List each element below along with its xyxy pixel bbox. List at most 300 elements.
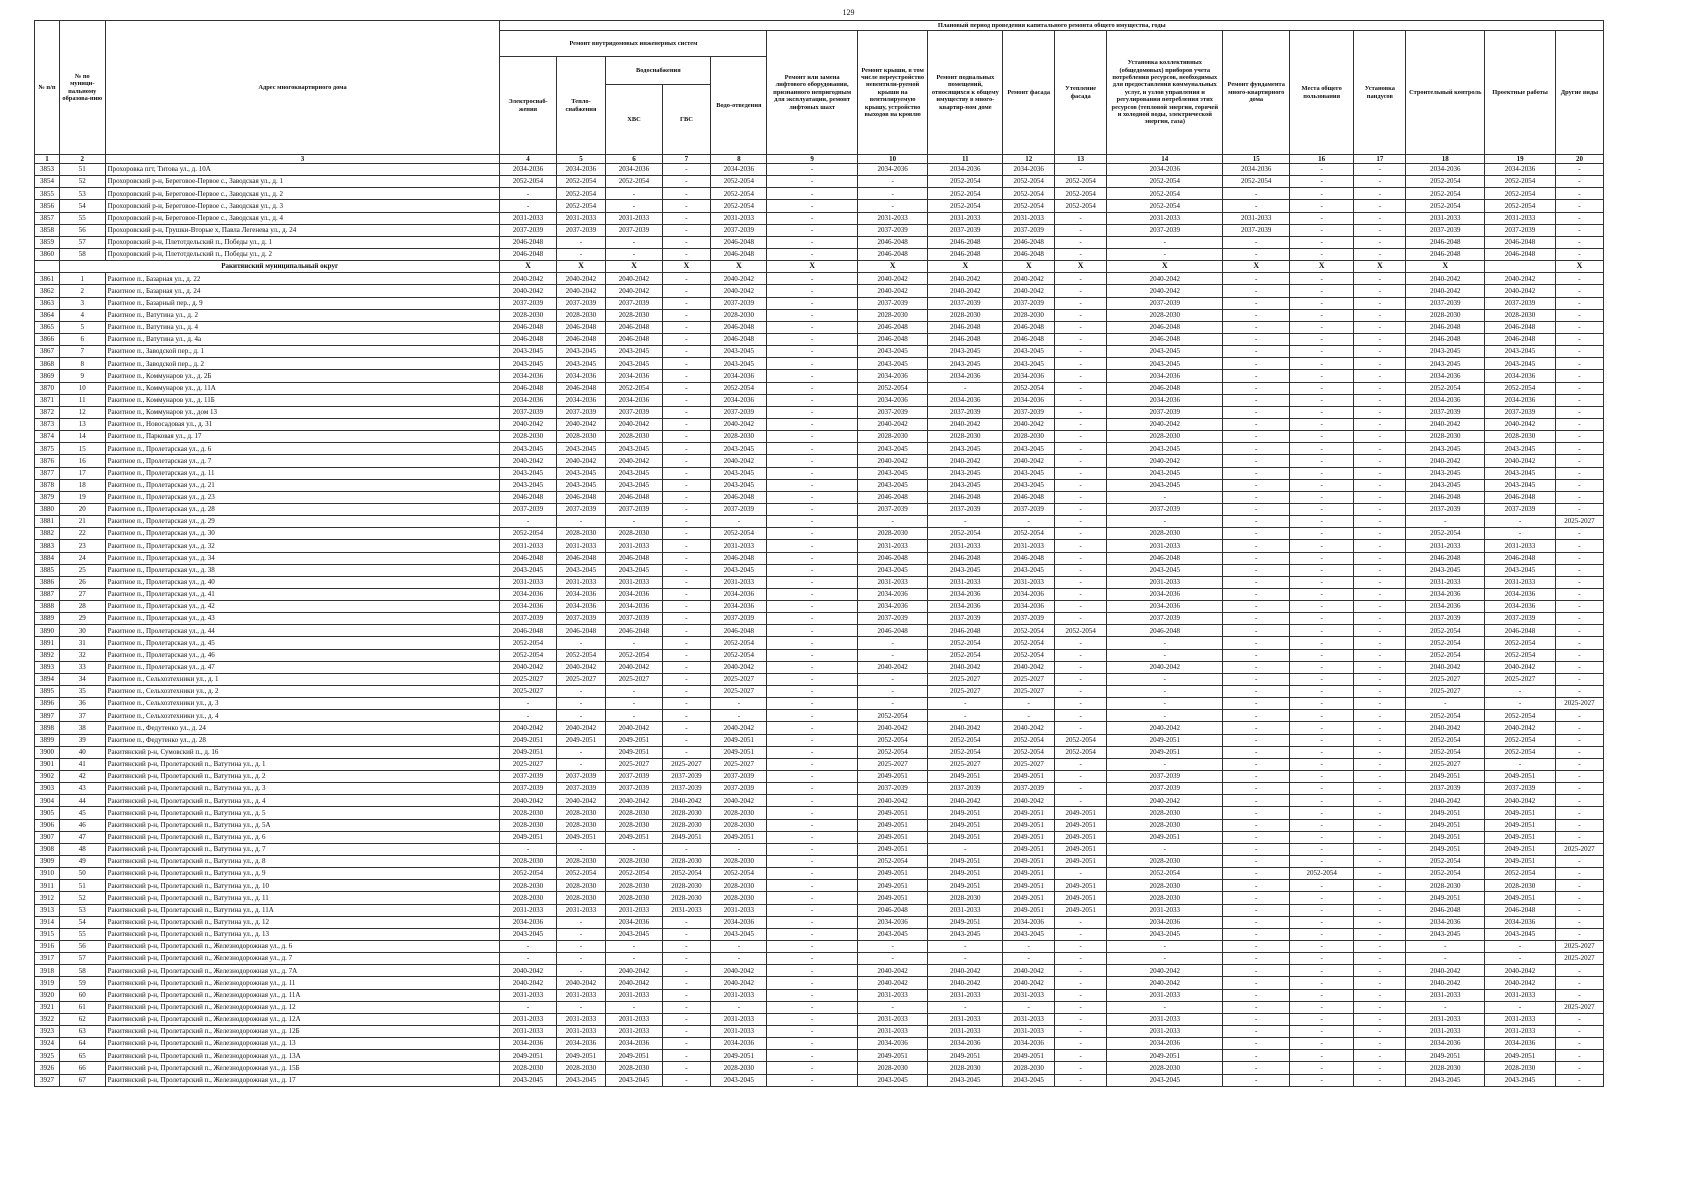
period-cell: 2052-2054 bbox=[711, 637, 767, 649]
period-cell: 2028-2030 bbox=[1485, 1062, 1556, 1074]
period-cell: 2043-2045 bbox=[1003, 564, 1055, 576]
period-cell: - bbox=[1289, 285, 1353, 297]
row-mun-number: 41 bbox=[59, 758, 105, 770]
period-cell: - bbox=[1555, 916, 1603, 928]
period-cell: - bbox=[1107, 941, 1223, 953]
row-address: Ракитное п., Пролетарская ул., д. 32 bbox=[105, 540, 500, 552]
period-cell: - bbox=[556, 1001, 606, 1013]
period-cell: - bbox=[1289, 248, 1353, 260]
period-cell: - bbox=[662, 358, 711, 370]
period-cell: 2052-2054 bbox=[606, 649, 662, 661]
period-cell: - bbox=[1223, 892, 1289, 904]
period-cell: - bbox=[1555, 346, 1603, 358]
period-cell: 2037-2039 bbox=[1485, 503, 1556, 515]
period-cell: - bbox=[662, 164, 711, 176]
header-common-places: Места общего пользования bbox=[1289, 31, 1353, 155]
period-cell: 2031-2033 bbox=[1107, 989, 1223, 1001]
period-cell: - bbox=[1055, 552, 1107, 564]
period-cell: - bbox=[767, 1013, 857, 1025]
row-number: 3922 bbox=[35, 1013, 60, 1025]
row-mun-number: 11 bbox=[59, 394, 105, 406]
period-cell: - bbox=[767, 309, 857, 321]
period-cell: 2028-2030 bbox=[556, 1062, 606, 1074]
table-body bbox=[35, 164, 1604, 1087]
row-number: 3913 bbox=[35, 904, 60, 916]
header-address: Адрес многоквартирного дома bbox=[105, 21, 500, 155]
period-cell: 2043-2045 bbox=[928, 928, 1003, 940]
table-row bbox=[35, 394, 1604, 406]
period-cell: - bbox=[1354, 1062, 1406, 1074]
period-cell: 2046-2048 bbox=[928, 321, 1003, 333]
period-cell: - bbox=[1354, 540, 1406, 552]
table-row bbox=[35, 200, 1604, 212]
period-cell: - bbox=[767, 212, 857, 224]
period-cell: 2049-2051 bbox=[1003, 892, 1055, 904]
period-cell: - bbox=[662, 346, 711, 358]
table-row bbox=[35, 953, 1604, 965]
column-number: 20 bbox=[1555, 155, 1603, 164]
period-cell: 2034-2036 bbox=[606, 588, 662, 600]
period-cell: 2046-2048 bbox=[711, 333, 767, 345]
period-cell: - bbox=[767, 977, 857, 989]
period-cell: - bbox=[767, 916, 857, 928]
period-cell: - bbox=[662, 649, 711, 661]
period-cell: 2028-2030 bbox=[606, 1062, 662, 1074]
period-cell: - bbox=[1555, 406, 1603, 418]
period-cell: - bbox=[1289, 418, 1353, 430]
period-cell: - bbox=[1406, 1001, 1485, 1013]
period-cell: 2043-2045 bbox=[1406, 346, 1485, 358]
period-cell: - bbox=[1223, 431, 1289, 443]
period-cell: - bbox=[662, 661, 711, 673]
period-cell: - bbox=[1223, 564, 1289, 576]
period-cell: - bbox=[1555, 1025, 1603, 1037]
period-cell: - bbox=[1289, 953, 1353, 965]
period-cell: 2034-2036 bbox=[711, 916, 767, 928]
period-cell: - bbox=[857, 176, 928, 188]
period-cell: 2031-2033 bbox=[1406, 989, 1485, 1001]
period-cell: 2031-2033 bbox=[1406, 540, 1485, 552]
row-address: Прохоровский р-н, Береговое-Первое с., Заводская ул., д. 2 bbox=[105, 188, 500, 200]
period-cell: 2028-2030 bbox=[1107, 309, 1223, 321]
period-cell: - bbox=[1223, 528, 1289, 540]
row-address: Ракитянский р-н, Пролетарский п., Ватутина ул., д. 7 bbox=[105, 843, 500, 855]
period-cell: 2037-2039 bbox=[928, 503, 1003, 515]
period-cell: - bbox=[767, 661, 857, 673]
period-cell: - bbox=[662, 176, 711, 188]
period-cell: 2040-2042 bbox=[606, 661, 662, 673]
period-cell: 2025-2027 bbox=[711, 673, 767, 685]
period-cell: - bbox=[606, 200, 662, 212]
period-cell: - bbox=[1354, 370, 1406, 382]
period-cell: - bbox=[1555, 528, 1603, 540]
period-cell: - bbox=[767, 710, 857, 722]
period-cell: - bbox=[1555, 467, 1603, 479]
period-cell: 2034-2036 bbox=[1406, 588, 1485, 600]
period-cell: 2028-2030 bbox=[662, 880, 711, 892]
period-cell: 2052-2054 bbox=[1003, 746, 1055, 758]
period-cell: - bbox=[556, 928, 606, 940]
period-cell: - bbox=[1055, 977, 1107, 989]
period-cell: 2025-2027 bbox=[711, 758, 767, 770]
row-mun-number: 32 bbox=[59, 649, 105, 661]
period-cell: - bbox=[1555, 686, 1603, 698]
period-cell: - bbox=[767, 856, 857, 868]
row-mun-number: 50 bbox=[59, 868, 105, 880]
period-cell: - bbox=[767, 734, 857, 746]
period-cell: 2040-2042 bbox=[1003, 418, 1055, 430]
period-cell: - bbox=[1289, 297, 1353, 309]
period-cell: 2043-2045 bbox=[928, 1074, 1003, 1086]
period-cell: - bbox=[767, 771, 857, 783]
row-number: 3900 bbox=[35, 746, 60, 758]
period-cell: - bbox=[711, 710, 767, 722]
period-cell: - bbox=[1555, 673, 1603, 685]
period-cell: - bbox=[1354, 673, 1406, 685]
period-cell: 2049-2051 bbox=[1055, 892, 1107, 904]
period-cell: 2034-2036 bbox=[1406, 370, 1485, 382]
period-cell: X bbox=[500, 261, 556, 273]
row-mun-number: 25 bbox=[59, 564, 105, 576]
period-cell: 2031-2033 bbox=[1406, 1025, 1485, 1037]
period-cell: 2040-2042 bbox=[711, 795, 767, 807]
row-address: Ракитное п., Пролетарская ул., д. 47 bbox=[105, 661, 500, 673]
period-cell: - bbox=[767, 540, 857, 552]
period-cell: - bbox=[1223, 406, 1289, 418]
table-row bbox=[35, 176, 1604, 188]
row-mun-number: 57 bbox=[59, 953, 105, 965]
period-cell: - bbox=[606, 941, 662, 953]
period-cell: 2040-2042 bbox=[1107, 977, 1223, 989]
period-cell: 2046-2048 bbox=[500, 236, 556, 248]
period-cell: - bbox=[606, 843, 662, 855]
period-cell: 2028-2030 bbox=[662, 807, 711, 819]
period-cell: 2049-2051 bbox=[1003, 843, 1055, 855]
period-cell: 2040-2042 bbox=[711, 965, 767, 977]
period-cell: - bbox=[1354, 309, 1406, 321]
row-number: 3908 bbox=[35, 843, 60, 855]
period-cell: 2040-2042 bbox=[1107, 285, 1223, 297]
period-cell: - bbox=[1289, 1050, 1353, 1062]
period-cell: - bbox=[1055, 443, 1107, 455]
period-cell: - bbox=[767, 297, 857, 309]
period-cell: - bbox=[1485, 1001, 1556, 1013]
period-cell: 2049-2051 bbox=[606, 1050, 662, 1062]
period-cell: - bbox=[1289, 989, 1353, 1001]
row-mun-number: 54 bbox=[59, 200, 105, 212]
period-cell: 2052-2054 bbox=[500, 176, 556, 188]
period-cell: - bbox=[1354, 928, 1406, 940]
period-cell: - bbox=[1354, 176, 1406, 188]
period-cell: 2049-2051 bbox=[1406, 831, 1485, 843]
period-cell: 2043-2045 bbox=[857, 564, 928, 576]
period-cell: 2043-2045 bbox=[1003, 358, 1055, 370]
period-cell: 2025-2027 bbox=[500, 673, 556, 685]
period-cell: - bbox=[1055, 297, 1107, 309]
header-meters: Установка коллективных (общедомовых) приборов учета потребления ресурсов, необходимых для предоставления коммунальных услуг, и узлов управления и регулирования потребления этих ресурсов (тепловой энергии, горячей и холодной воды, электрической энергии, газа) bbox=[1107, 31, 1223, 155]
period-cell: - bbox=[1055, 649, 1107, 661]
period-cell: 2049-2051 bbox=[1003, 831, 1055, 843]
period-cell: - bbox=[1055, 273, 1107, 285]
period-cell: - bbox=[1055, 601, 1107, 613]
period-cell: 2034-2036 bbox=[928, 370, 1003, 382]
period-cell: - bbox=[662, 965, 711, 977]
period-cell: 2049-2051 bbox=[857, 807, 928, 819]
row-number: 3919 bbox=[35, 977, 60, 989]
period-cell: 2028-2030 bbox=[1485, 431, 1556, 443]
period-cell: 2052-2054 bbox=[1485, 710, 1556, 722]
table-row bbox=[35, 1001, 1604, 1013]
column-number: 4 bbox=[500, 155, 556, 164]
period-cell: 2031-2033 bbox=[1406, 576, 1485, 588]
row-number: 3888 bbox=[35, 601, 60, 613]
period-cell: 2028-2030 bbox=[711, 431, 767, 443]
row-mun-number: 64 bbox=[59, 1038, 105, 1050]
period-cell: - bbox=[1223, 333, 1289, 345]
period-cell: 2049-2051 bbox=[928, 771, 1003, 783]
period-cell: - bbox=[1055, 406, 1107, 418]
period-cell: - bbox=[857, 1001, 928, 1013]
row-address: Ракитное п., Ватутина ул., д. 4а bbox=[105, 333, 500, 345]
row-mun-number: 17 bbox=[59, 467, 105, 479]
period-cell: - bbox=[1555, 200, 1603, 212]
period-cell: - bbox=[1289, 1013, 1353, 1025]
period-cell: 2031-2033 bbox=[1107, 1013, 1223, 1025]
period-cell: 2025-2027 bbox=[1003, 673, 1055, 685]
period-cell: 2043-2045 bbox=[928, 479, 1003, 491]
period-cell: 2040-2042 bbox=[857, 722, 928, 734]
row-address: Ракитянский р-н, Пролетарский п., Железнодорожная ул., д. 15Б bbox=[105, 1062, 500, 1074]
row-address: Ракитное п., Базарная ул., д. 24 bbox=[105, 285, 500, 297]
period-cell: - bbox=[662, 479, 711, 491]
period-cell: - bbox=[767, 370, 857, 382]
row-number: 3921 bbox=[35, 1001, 60, 1013]
period-cell: - bbox=[662, 297, 711, 309]
period-cell: 2037-2039 bbox=[1003, 224, 1055, 236]
period-cell: - bbox=[1055, 941, 1107, 953]
period-cell: 2037-2039 bbox=[1003, 783, 1055, 795]
period-cell: 2034-2036 bbox=[500, 164, 556, 176]
period-cell: - bbox=[1555, 309, 1603, 321]
period-cell: 2043-2045 bbox=[857, 928, 928, 940]
period-cell: 2046-2048 bbox=[1107, 382, 1223, 394]
period-cell: 2043-2045 bbox=[928, 564, 1003, 576]
period-cell: 2037-2039 bbox=[1485, 783, 1556, 795]
period-cell: 2034-2036 bbox=[711, 588, 767, 600]
row-mun-number: 28 bbox=[59, 601, 105, 613]
row-mun-number: 30 bbox=[59, 625, 105, 637]
period-cell: - bbox=[662, 637, 711, 649]
period-cell: - bbox=[556, 953, 606, 965]
row-mun-number: 57 bbox=[59, 236, 105, 248]
period-cell: 2028-2030 bbox=[1107, 856, 1223, 868]
period-cell: 2037-2039 bbox=[500, 406, 556, 418]
period-cell: - bbox=[1354, 382, 1406, 394]
period-cell: - bbox=[662, 734, 711, 746]
period-cell: 2040-2042 bbox=[1406, 273, 1485, 285]
period-cell: 2025-2027 bbox=[606, 673, 662, 685]
period-cell: 2043-2045 bbox=[500, 467, 556, 479]
row-number: 3914 bbox=[35, 916, 60, 928]
period-cell: - bbox=[767, 880, 857, 892]
period-cell: - bbox=[1107, 516, 1223, 528]
period-cell: 2028-2030 bbox=[662, 892, 711, 904]
column-number: 18 bbox=[1406, 155, 1485, 164]
period-cell: X bbox=[662, 261, 711, 273]
period-cell: - bbox=[606, 188, 662, 200]
period-cell: - bbox=[857, 649, 928, 661]
period-cell: 2043-2045 bbox=[1406, 467, 1485, 479]
period-cell: - bbox=[1289, 613, 1353, 625]
row-mun-number: 66 bbox=[59, 1062, 105, 1074]
period-cell: 2049-2051 bbox=[1406, 771, 1485, 783]
period-cell: 2046-2048 bbox=[556, 333, 606, 345]
period-cell: 2031-2033 bbox=[606, 1013, 662, 1025]
period-cell: 2040-2042 bbox=[1406, 285, 1485, 297]
period-cell: 2052-2054 bbox=[1406, 188, 1485, 200]
period-cell: 2052-2054 bbox=[1055, 625, 1107, 637]
period-cell: 2025-2027 bbox=[1555, 843, 1603, 855]
period-cell: - bbox=[1289, 783, 1353, 795]
period-cell: 2031-2033 bbox=[556, 1013, 606, 1025]
period-cell: - bbox=[1555, 321, 1603, 333]
period-cell: 2028-2030 bbox=[556, 807, 606, 819]
period-cell: 2040-2042 bbox=[500, 977, 556, 989]
period-cell: - bbox=[1223, 868, 1289, 880]
period-cell: 2028-2030 bbox=[1107, 880, 1223, 892]
period-cell: 2040-2042 bbox=[1406, 418, 1485, 430]
period-cell: 2043-2045 bbox=[711, 928, 767, 940]
period-cell: - bbox=[1354, 528, 1406, 540]
period-cell: - bbox=[1289, 710, 1353, 722]
row-mun-number: 31 bbox=[59, 637, 105, 649]
column-number: 16 bbox=[1289, 155, 1353, 164]
row-mun-number: 4 bbox=[59, 309, 105, 321]
period-cell: - bbox=[1555, 649, 1603, 661]
period-cell: 2028-2030 bbox=[606, 807, 662, 819]
period-cell: 2046-2048 bbox=[1003, 236, 1055, 248]
period-cell: - bbox=[1055, 1025, 1107, 1037]
period-cell: - bbox=[1289, 552, 1353, 564]
period-cell: 2031-2033 bbox=[711, 1025, 767, 1037]
row-address: Ракитное п., Пролетарская ул., д. 42 bbox=[105, 601, 500, 613]
period-cell: 2046-2048 bbox=[928, 491, 1003, 503]
period-cell: - bbox=[662, 564, 711, 576]
table-row bbox=[35, 831, 1604, 843]
period-cell: - bbox=[767, 1001, 857, 1013]
period-cell: - bbox=[1055, 1050, 1107, 1062]
table-row bbox=[35, 625, 1604, 637]
period-cell: 2031-2033 bbox=[606, 540, 662, 552]
period-cell: - bbox=[1354, 164, 1406, 176]
period-cell: 2040-2042 bbox=[606, 965, 662, 977]
period-cell: 2052-2054 bbox=[1055, 176, 1107, 188]
period-cell: - bbox=[1289, 892, 1353, 904]
period-cell: - bbox=[556, 758, 606, 770]
capital-repair-table bbox=[34, 20, 1604, 1087]
period-cell: 2046-2048 bbox=[857, 248, 928, 260]
period-cell: 2025-2027 bbox=[1555, 941, 1603, 953]
period-cell: - bbox=[1055, 224, 1107, 236]
table-row bbox=[35, 321, 1604, 333]
period-cell: 2043-2045 bbox=[556, 479, 606, 491]
row-number: 3853 bbox=[35, 164, 60, 176]
period-cell: - bbox=[1055, 710, 1107, 722]
period-cell: - bbox=[1055, 479, 1107, 491]
period-cell: - bbox=[1354, 637, 1406, 649]
period-cell: 2046-2048 bbox=[500, 491, 556, 503]
period-cell: - bbox=[1289, 503, 1353, 515]
period-cell: 2043-2045 bbox=[500, 346, 556, 358]
period-cell: - bbox=[1289, 758, 1353, 770]
period-cell: 2037-2039 bbox=[1107, 613, 1223, 625]
period-cell: 2034-2036 bbox=[928, 394, 1003, 406]
period-cell: - bbox=[1406, 516, 1485, 528]
column-number: 2 bbox=[59, 155, 105, 164]
period-cell: - bbox=[1555, 661, 1603, 673]
period-cell: - bbox=[1555, 868, 1603, 880]
period-cell: - bbox=[1289, 880, 1353, 892]
row-number: 3891 bbox=[35, 637, 60, 649]
period-cell: - bbox=[711, 698, 767, 710]
period-cell: - bbox=[556, 637, 606, 649]
row-address: Ракитное п., Парковая ул., д. 17 bbox=[105, 431, 500, 443]
period-cell: 2043-2045 bbox=[606, 564, 662, 576]
period-cell: 2034-2036 bbox=[606, 916, 662, 928]
period-cell: - bbox=[857, 953, 928, 965]
period-cell: - bbox=[1223, 758, 1289, 770]
period-cell: - bbox=[606, 953, 662, 965]
table-row bbox=[35, 856, 1604, 868]
period-cell: - bbox=[1223, 503, 1289, 515]
row-number: 3925 bbox=[35, 1050, 60, 1062]
period-cell: - bbox=[1485, 758, 1556, 770]
row-mun-number: 26 bbox=[59, 576, 105, 588]
period-cell: - bbox=[1289, 625, 1353, 637]
period-cell: - bbox=[1055, 394, 1107, 406]
period-cell: 2034-2036 bbox=[500, 916, 556, 928]
table-row bbox=[35, 880, 1604, 892]
row-mun-number: 5 bbox=[59, 321, 105, 333]
row-address: Ракитянский р-н, Пролетарский п., Ватутина ул., д. 13 bbox=[105, 928, 500, 940]
period-cell: 2028-2030 bbox=[711, 1062, 767, 1074]
period-cell: - bbox=[928, 698, 1003, 710]
period-cell: 2043-2045 bbox=[928, 443, 1003, 455]
table-row bbox=[35, 248, 1604, 260]
period-cell: - bbox=[662, 588, 711, 600]
period-cell: 2031-2033 bbox=[857, 1013, 928, 1025]
period-cell: 2046-2048 bbox=[1406, 904, 1485, 916]
period-cell: - bbox=[1223, 831, 1289, 843]
section-row bbox=[35, 261, 1604, 273]
period-cell: 2028-2030 bbox=[606, 892, 662, 904]
period-cell: - bbox=[662, 953, 711, 965]
period-cell: - bbox=[767, 164, 857, 176]
period-cell: 2049-2051 bbox=[1055, 880, 1107, 892]
period-cell: 2037-2039 bbox=[606, 783, 662, 795]
period-cell: - bbox=[928, 382, 1003, 394]
period-cell: - bbox=[1055, 771, 1107, 783]
period-cell: - bbox=[1289, 370, 1353, 382]
period-cell: 2028-2030 bbox=[500, 856, 556, 868]
column-number: 8 bbox=[711, 155, 767, 164]
period-cell: - bbox=[1223, 783, 1289, 795]
period-cell: 2052-2054 bbox=[1485, 637, 1556, 649]
period-cell: 2028-2030 bbox=[857, 309, 928, 321]
period-cell: - bbox=[767, 601, 857, 613]
period-cell: 2043-2045 bbox=[1107, 346, 1223, 358]
period-cell: 2028-2030 bbox=[556, 856, 606, 868]
